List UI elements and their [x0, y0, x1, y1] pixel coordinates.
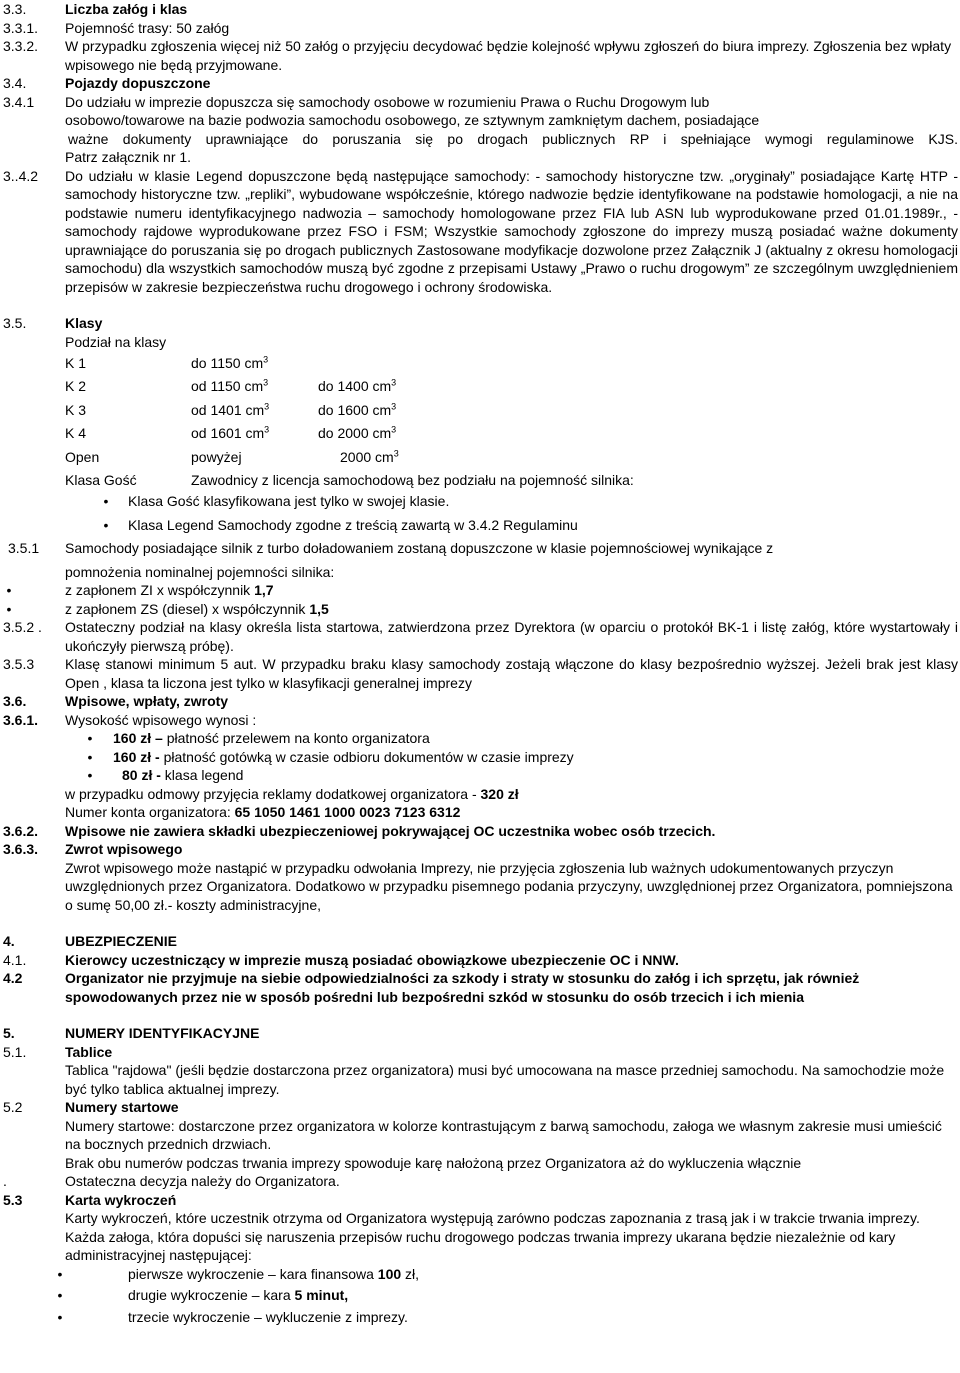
section-number: 3.5.3: [3, 656, 35, 672]
bullet-text-part: z zapłonem ZI x współczynnik: [65, 582, 255, 598]
section-3-5-3: [0, 655, 960, 692]
section-3-5-2: [0, 618, 960, 655]
fee-extra-row: [0, 785, 960, 804]
paragraph-line: osobowo/towarowe na bazie podwozia samochodu osobowego, ze sztywnym zamkniętym dachem, posiadające: [65, 112, 760, 128]
class-name: K 2: [65, 378, 87, 394]
bullet-item: [54, 1286, 960, 1305]
class-name: K 4: [65, 425, 87, 441]
section-3-5: [0, 314, 960, 351]
section-number: 5.: [3, 1025, 15, 1041]
bullet-icon: •: [6, 582, 12, 598]
bullet-item: [54, 1265, 960, 1284]
class-name: Klasa Gość: [65, 472, 137, 488]
account-number: 65 1050 1461 1000 0023 7123 6312: [234, 804, 461, 820]
section-number: 5.1.: [3, 1043, 27, 1060]
section-title: UBEZPIECZENIE: [65, 933, 178, 949]
paragraph: Ostateczna decyzja należy do Organizatora.: [65, 1173, 340, 1189]
bullet-icon: •: [57, 1265, 63, 1282]
section-number: .: [3, 1173, 7, 1189]
class-to-text: do 1600 cm: [318, 401, 392, 418]
section-number: 3.6.3.: [3, 841, 39, 857]
bullet-text: [128, 1265, 419, 1284]
class-from: [191, 401, 318, 420]
bullet-text: Klasa Legend Samochody zgodne z treścią zawartą w 3.4.2 Regulaminu: [128, 516, 578, 533]
section-number: 3.6.1.: [3, 711, 39, 728]
class-to-unit-exponent: 3: [391, 424, 397, 435]
bullet-icon: •: [57, 1287, 63, 1303]
section-title: Karta wykroczeń: [65, 1191, 177, 1208]
class-guest-row: [65, 469, 960, 493]
section-number: 4.2: [3, 970, 23, 986]
bullet-item: [100, 492, 960, 511]
class-to: [318, 448, 490, 467]
class-from: [191, 448, 318, 467]
spacer: [0, 1006, 960, 1024]
class-to: [318, 377, 468, 396]
bullet-icon: •: [87, 748, 93, 765]
class-name: Open: [65, 448, 100, 465]
paragraph-line: pomnożenia nominalnej pojemności silnika:: [65, 563, 335, 580]
section-5-3: [0, 1191, 960, 1265]
paragraph-line: Patrz załącznik nr 1.: [65, 149, 192, 165]
section-title: Tablice: [65, 1043, 113, 1060]
class-from-unit-exponent: 3: [264, 424, 270, 435]
section-number: 3.3.1.: [3, 19, 39, 36]
penalty-text: drugie wykroczenie – kara: [128, 1287, 295, 1303]
fee-amount: 160 zł -: [113, 748, 160, 765]
fee-description: klasa legend: [160, 767, 244, 783]
section-3-6: [0, 692, 960, 711]
class-to: [318, 401, 468, 420]
section-3-6-1: [0, 711, 960, 730]
class-row: [65, 351, 960, 375]
section-title: Kierowcy uczestniczący w imprezie muszą posiadać obowiązkowe ubezpieczenie OC i NNW.: [65, 951, 679, 968]
section-title: Wpisowe, wpłaty, zwroty: [65, 693, 229, 709]
class-from-text: od 1401 cm: [191, 401, 265, 418]
class-name: K 1: [65, 354, 87, 371]
section-subtitle: Podział na klasy: [65, 333, 167, 350]
bullet-factor: 1,7: [254, 582, 274, 598]
class-from: [191, 424, 318, 443]
class-to-text: do 2000 cm: [318, 425, 392, 441]
paragraph: Zwrot wpisowego może nastąpić w przypadku odwołania Imprezy, nie przyjęcia zgłoszenia lub ważnych udokumentowanych przyczyn uwzględnionych przez Organizatora. Dodatkowo w przypadku pisemnego podania przyczyny, uwzględnionej przez Organizatora, pomniejszona o sumę 50,00 zł.- koszty administracyjne,: [65, 859, 953, 913]
turbo-bullet-list: [0, 581, 960, 618]
penalty-amount: 5 minut,: [294, 1287, 349, 1303]
bullet-icon: •: [103, 516, 109, 533]
section-title: NUMERY IDENTYFIKACYJNE: [65, 1025, 260, 1041]
fee-description: płatność gotówką w czasie odbioru dokumentów w czasie imprezy: [159, 748, 574, 765]
section-5-1: [0, 1043, 960, 1099]
bullet-text: [113, 729, 430, 748]
section-number: 3.4.: [3, 75, 27, 91]
bullet-text: Klasa Gość klasyfikowana jest tylko w swojej klasie.: [128, 493, 450, 509]
penalty-amount: 100: [377, 1265, 402, 1282]
paragraph-line: Do udziału w imprezie dopuszcza się samochody osobowe w rozumieniu Prawa o Ruchu Drogowym lub: [65, 93, 710, 110]
section-3-6-2: [0, 822, 960, 841]
class-bullet-list: [0, 492, 960, 534]
bullet-icon: •: [87, 730, 93, 746]
account-label: Numer konta organizatora:: [65, 804, 235, 820]
bullet-icon: •: [57, 1308, 63, 1325]
penalty-tail: zł,: [401, 1265, 420, 1282]
spacer: [0, 914, 960, 932]
section-number: 3.5.1: [8, 540, 40, 556]
fee-extra-amount: 320 zł: [480, 785, 519, 802]
class-to-unit-exponent: 3: [391, 377, 397, 388]
section-number: 3.6.: [3, 693, 27, 709]
section-5-2-final: [0, 1172, 960, 1191]
class-to: [318, 424, 468, 443]
penalty-text: trzecie wykroczenie – wykluczenie z imprezy.: [128, 1308, 408, 1325]
section-title: Wpisowe nie zawiera składki ubezpieczeniowej pokrywającej OC uczestnika wobec osób trzecich.: [65, 822, 716, 839]
bullet-text-part: z zapłonem ZS (diesel) x współczynnik: [65, 600, 310, 617]
section-title: Zwrot wpisowego: [65, 841, 183, 857]
bullet-icon: •: [6, 600, 12, 617]
paragraph: Karty wykroczeń, które uczestnik otrzyma od Organizatora występują zarówno podczas zapoznania z trasą jak i w trakcie trwania imprezy. Każda załoga, która dopuści się naruszenia przepisów ruchu drogowego podczas trwania imprezy ukarana będzie niezależnie od kary administracyjnej następującej:: [65, 1210, 920, 1263]
penalty-bullet-list: [0, 1265, 960, 1327]
paragraph: Numery startowe: dostarczone przez organizatora w kolorze kontrastującym z barwą samochodu, załoga we własnym zakresie musi umieścić na bocznych przednich drzwiach.: [65, 1117, 942, 1152]
section-5-2: [0, 1098, 960, 1172]
section-3-5-1: [0, 539, 960, 581]
class-to-unit-exponent: 3: [391, 400, 397, 411]
class-to-unit-exponent: 3: [393, 447, 399, 458]
paragraph: Klasę stanowi minimum 5 aut. W przypadku braku klasy samochody zostają włączone do klasy bezpośrednio wyższej. Jeżeli brak jest klasy Open , klasa ta liczona jest tylko w klasyfikacji generalnej imprezy: [65, 656, 958, 691]
paragraph: Brak obu numerów podczas trwania imprezy spowoduje karę nałożoną przez Organizatora aż do wykluczenia włącznie: [65, 1154, 802, 1171]
fee-extra-text: w przypadku odmowy przyjęcia reklamy dodatkowej organizatora -: [65, 785, 481, 802]
fee-amount: 160 zł –: [113, 730, 163, 746]
section-number: 3.5.2 .: [3, 619, 42, 635]
bullet-text: [128, 1308, 408, 1327]
class-from: [191, 354, 318, 373]
paragraph: Tablica "rajdowa" (jeśli będzie dostarczona przez organizatora) musi być umocowana na masce przedniej samochodu. Na samochodzie może być tylko tablica aktualnej imprezy.: [65, 1062, 945, 1097]
class-from-text: od 1601 cm: [191, 425, 265, 441]
section-title: Liczba załóg i klas: [65, 1, 188, 17]
section-3-3-2: [0, 37, 960, 74]
section-5: [0, 1024, 960, 1043]
section-3-3: [0, 0, 960, 19]
paragraph: Wysokość wpisowego wynosi :: [65, 711, 257, 728]
class-description: Zawodnicy z licencja samochodową bez podziału na pojemność silnika:: [191, 472, 634, 488]
paragraph-line: ważne dokumenty uprawniające do poruszania się po drogach publicznych RP i spełniające wymogi regulaminowe KJS.: [68, 130, 958, 147]
fee-description: płatność przelewem na konto organizatora: [162, 730, 430, 746]
section-3-6-3: [0, 840, 960, 914]
bullet-item: [84, 748, 960, 767]
bullet-factor: 1,5: [309, 600, 329, 617]
class-from-unit-exponent: 3: [263, 353, 269, 364]
bullet-text: [128, 1286, 348, 1305]
section-3-4-1: [0, 93, 960, 167]
class-from: [191, 377, 318, 396]
section-number: 4.: [3, 933, 15, 949]
class-row: [65, 445, 960, 469]
bullet-item: [84, 729, 960, 748]
class-row: [65, 375, 960, 399]
section-number: 3.5.: [3, 315, 27, 331]
class-row: [65, 398, 960, 422]
section-number: 3..4.2: [3, 167, 39, 184]
section-4-2: [0, 969, 960, 1006]
class-from-text: od 1150 cm: [191, 378, 264, 394]
paragraph: Ostateczny podział na klasy określa lista startowa, zatwierdzona przez Dyrektora (w oparciu o protokół BK-1 i listę załóg, które wystartowały i ukończyły pierwszą próbę).: [65, 619, 958, 654]
bullet-icon: •: [87, 767, 93, 783]
class-from-unit-exponent: 3: [264, 400, 270, 411]
fee-amount: 80 zł -: [122, 767, 161, 783]
spacer: [0, 296, 960, 314]
bullet-text: [113, 748, 574, 767]
paragraph: Do udziału w klasie Legend dopuszczone będą następujące samochody: - samochody historyczne tzw. „oryginały” posiadające Kartę HTP - samochody historyczne tzw. „repliki”, wybudowane współcześnie, którego nadwozie będzie identyfikowane na podstawie homologacji, a nie na podstawie numeru identyfikacyjnego nadwozia – samochody homologowane przez FIA lub ASN lub wyprodukowane przed 01.01.1989r., - samochody rajdowe wyprodukowane przez FSO i FSM; Wszystkie samochody zgłoszone do imprezy muszą posiadać ważne dokumenty uprawniające do poruszania się po drogach publicznych Zastosowane modyfikacje dozwolone przez Załącznik J (aktualny z okresu homologacji samochodu) dla wszystkich samochodów muszą być zgodne z przepisami Ustawy „Prawo o ruchu drogowym” ze szczególnym uwzględnieniem przepisów w zakresie bezpieczeństwa ruchu drogowego i ochrony środowiska.: [65, 167, 958, 295]
bullet-text: [113, 766, 243, 785]
fee-bullet-list: [0, 729, 960, 785]
section-number: 3.3.2.: [3, 38, 39, 54]
section-title: Organizator nie przyjmuje na siebie odpowiedzialności za szkody i straty w stosunku do załóg i ich sprzętu, jak również spowodowanych przez nie w sposób pośredni lub bezpośredni szkód w stosunku do osób trzecich i ich mienia: [65, 970, 860, 1005]
class-from-text: powyżej: [191, 448, 242, 465]
class-name: K 3: [65, 401, 87, 418]
bullet-item: [3, 581, 960, 600]
bullet-icon: •: [103, 493, 109, 509]
paragraph: [65, 93, 960, 167]
paragraph: W przypadku zgłoszenia więcej niż 50 załóg o przyjęciu decydować będzie kolejność wpływu zgłoszeń do biura imprezy. Zgłoszenia bez wpłaty wpisowego nie będą przyjmowane.: [65, 38, 952, 73]
penalty-text: pierwsze wykroczenie – kara finansowa: [128, 1265, 378, 1282]
section-number: 3.4.1: [3, 93, 35, 110]
section-3-4-2: [0, 167, 960, 297]
section-title: Klasy: [65, 315, 103, 331]
section-number: 5.2: [3, 1099, 23, 1115]
section-4-1: [0, 951, 960, 970]
section-number: 4.1.: [3, 951, 27, 968]
class-from-unit-exponent: 3: [263, 377, 269, 388]
paragraph-line: Samochody posiadające silnik z turbo doładowaniem zostaną dopuszczone w klasie pojemnościowej wynikające z: [65, 540, 774, 556]
section-number: 3.3.: [3, 1, 27, 17]
section-title: Numery startowe: [65, 1099, 179, 1115]
bullet-text: [65, 600, 329, 619]
section-4: [0, 932, 960, 951]
section-3-4: [0, 74, 960, 93]
paragraph: Pojemność trasy: 50 załóg: [65, 19, 230, 36]
section-number: 5.3: [3, 1191, 23, 1208]
account-row: [0, 803, 960, 822]
class-to-text: do 1400 cm: [318, 378, 392, 394]
section-3-3-1: [0, 19, 960, 38]
class-to-text: 2000 cm: [340, 448, 394, 465]
section-number: 3.6.2.: [3, 822, 39, 839]
class-row: [65, 422, 960, 446]
class-from-text: do 1150 cm: [191, 354, 264, 371]
section-title: Pojazdy dopuszczone: [65, 75, 211, 91]
bullet-item: [3, 600, 960, 619]
bullet-text: [65, 581, 274, 600]
class-table: [65, 351, 960, 469]
bullet-item: [100, 516, 960, 535]
bullet-item: [84, 766, 960, 785]
bullet-item: [54, 1308, 960, 1327]
